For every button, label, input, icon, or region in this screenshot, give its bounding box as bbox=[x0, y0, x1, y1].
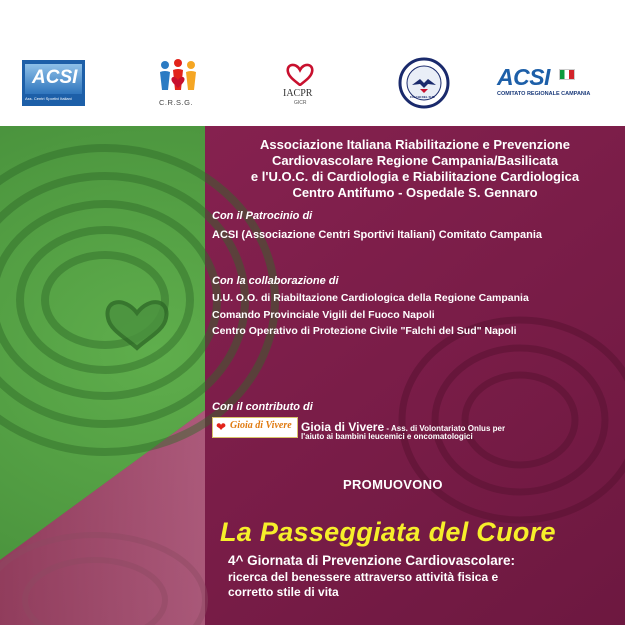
event-description-2: corretto stile di vita bbox=[228, 585, 339, 599]
patronage-label: Con il Patrocinio di bbox=[212, 210, 313, 222]
background-artwork bbox=[0, 126, 625, 625]
acsi-right-subtext: COMITATO REGIONALE CAMPANIA bbox=[497, 91, 591, 97]
gioia-di-vivere-logo bbox=[212, 417, 298, 438]
gioia-logo-heart-icon: ❤ bbox=[216, 420, 227, 434]
event-description-1: ricerca del benessere attraverso attività fisica e bbox=[228, 570, 499, 584]
falchi-del-sud-logo bbox=[398, 57, 450, 109]
iacpr-heart-icon bbox=[278, 60, 322, 86]
organizer-line-2: Cardiovascolare Regione Campania/Basilicata bbox=[271, 153, 559, 168]
acsi-logo-right bbox=[497, 64, 617, 104]
contribution-label: Con il contributo di bbox=[212, 401, 313, 413]
collaboration-item-3: Centro Operativo di Protezione Civile "Falchi del Sud" Napoli bbox=[212, 325, 517, 337]
iacpr-subtext: GICR bbox=[294, 100, 307, 106]
organizer-line-3: e l'U.O.C. di Cardiologia e Riabilitazione Cardiologica bbox=[250, 169, 580, 184]
iacpr-text: IACPR bbox=[283, 88, 313, 99]
event-title: La Passeggiata del Cuore bbox=[220, 517, 556, 547]
falchi-text: FALCHI DEL SUD bbox=[410, 95, 435, 99]
collaboration-item-1: U.U. O.O. di Riabiltazione Cardiologica della Regione Campania bbox=[212, 292, 529, 304]
organizer-line-4: Centro Antifumo - Ospedale S. Gennaro bbox=[292, 185, 538, 200]
falchi-seal-icon bbox=[398, 57, 450, 109]
iacpr-logo bbox=[278, 60, 322, 110]
gioia-logo-text: Gioia di Vivere bbox=[230, 420, 292, 431]
acsi-logo-left bbox=[22, 60, 85, 106]
collaboration-item-2: Comando Provinciale Vigili del Fuoco Napoli bbox=[212, 309, 435, 321]
acsi-left-subtext: Ass. Centri Sportivi Italiani bbox=[25, 96, 72, 101]
crsg-figures-icon bbox=[150, 58, 206, 94]
acsi-right-text: ACSI bbox=[497, 64, 550, 90]
organizer-line-1: Associazione Italiana Riabilitazione e Prevenzione bbox=[260, 137, 570, 152]
contribution-description-2: l'aiuto ai bambini leucemici e oncomatologici bbox=[301, 432, 473, 441]
patronage-text: ACSI (Associazione Centri Sportivi Italiani) Comitato Campania bbox=[212, 229, 543, 241]
logo-bar bbox=[0, 0, 625, 126]
collaboration-label: Con la collaborazione di bbox=[212, 275, 339, 287]
event-subtitle: 4^ Giornata di Prevenzione Cardiovascolare: bbox=[228, 553, 515, 568]
italian-flag-icon bbox=[559, 69, 575, 80]
crsg-text: C.R.S.G. bbox=[159, 98, 194, 107]
promote-heading: PROMUOVONO bbox=[343, 477, 443, 492]
crsg-logo bbox=[150, 58, 206, 110]
contribution-description-1: - Ass. di Volontariato Onlus per bbox=[384, 424, 506, 433]
contribution-name-text: Gioia di Vivere bbox=[301, 420, 385, 434]
acsi-left-text: ACSI bbox=[32, 67, 78, 88]
